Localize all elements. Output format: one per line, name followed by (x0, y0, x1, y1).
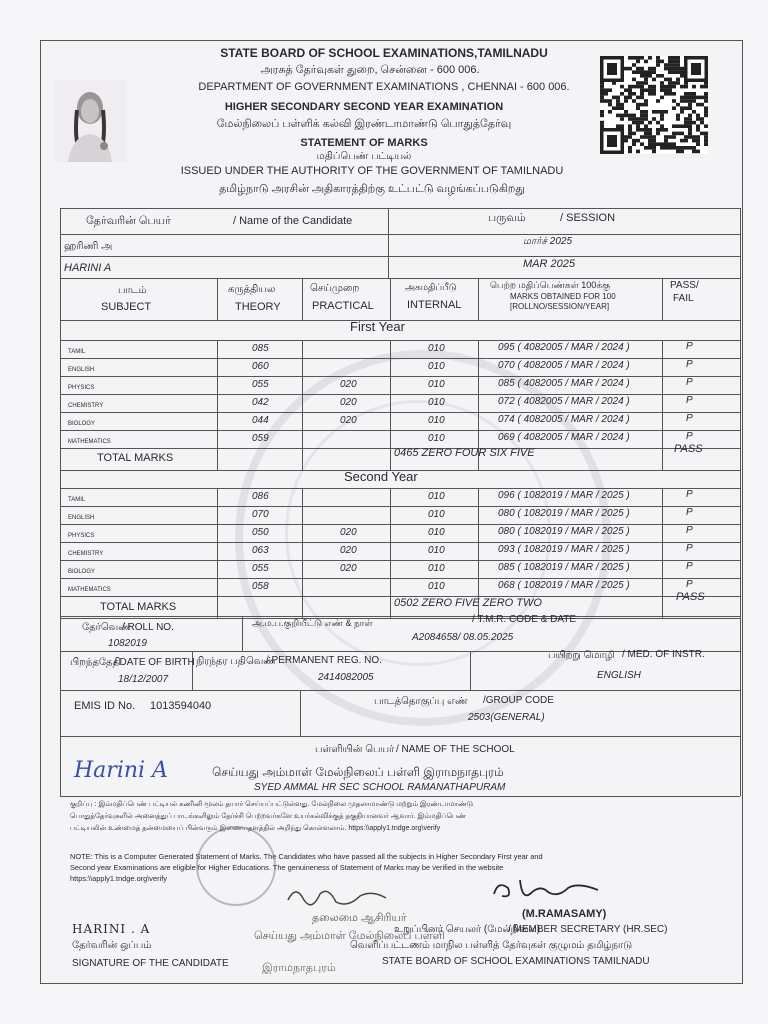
col-marks-en2: [ROLLNO/SESSION/YEAR] (510, 302, 610, 311)
secretary-signature (486, 870, 606, 910)
marks-cell: 085 ( 1082019 / MAR / 2025 ) (498, 562, 630, 573)
col-marks-en1: MARKS OBTAINED FOR 100 (510, 292, 616, 301)
result-cell: P (686, 341, 693, 352)
marks-cell: 069 ( 4082005 / MAR / 2024 ) (498, 432, 630, 443)
school-stamp (196, 826, 276, 906)
practical-cell: 020 (340, 379, 357, 390)
session-en: MAR 2025 (523, 258, 575, 270)
theory-cell: 086 (252, 491, 269, 502)
exam-title-en: HIGHER SECONDARY SECOND YEAR EXAMINATION (224, 101, 504, 113)
note-ta-3: பட்டியலின் உண்மைத் தன்மையைப் பின்வரும் இணையதளத்தில் அறிந்து கொள்ளலாம். https:\\apply1.tndge.org\verify (70, 825, 441, 832)
candidate-signature-inline: Harini A (74, 758, 168, 783)
subject-cell: MATHEMATICS (68, 587, 111, 593)
roll-label-ta: தேர்வெண் (82, 622, 131, 633)
statement-title-ta: மதிப்பெண் பட்டியல் (316, 151, 412, 162)
subject-cell: TAMIL (68, 497, 86, 503)
theory-cell: 050 (252, 527, 269, 538)
col-line (662, 340, 663, 470)
result-cell: P (686, 395, 693, 406)
internal-cell: 010 (428, 509, 445, 520)
emis-label: EMIS ID No. (74, 700, 136, 712)
medium-label-ta: பயிற்று மொழி (548, 650, 615, 661)
perm-label-en: / PERMANENT REG. NO. (266, 655, 382, 666)
col-line (662, 278, 663, 320)
row-line (60, 488, 740, 489)
result-cell: P (686, 543, 693, 554)
col-theory-en: THEORY (235, 301, 281, 313)
row-line (60, 430, 740, 431)
table-right-border (740, 736, 741, 796)
tmr-code: A2084658/ 08.05.2025 (412, 632, 514, 643)
subject-cell: PHYSICS (68, 533, 95, 539)
row-line (60, 256, 740, 257)
internal-cell: 010 (428, 581, 445, 592)
internal-cell: 010 (428, 563, 445, 574)
authority-en: ISSUED UNDER THE AUTHORITY OF THE GOVERNMENT OF TAMILNADU (180, 165, 564, 177)
dept-title-en: DEPARTMENT OF GOVERNMENT EXAMINATIONS , CHENNAI - 600 006. (198, 81, 570, 93)
marks-cell: 070 ( 4082005 / MAR / 2024 ) (498, 360, 630, 371)
result-cell: P (686, 579, 693, 590)
theory-cell: 044 (252, 415, 269, 426)
practical-cell: 020 (340, 563, 357, 574)
row-line (60, 524, 740, 525)
dob: 18/12/2007 (118, 674, 169, 685)
dob-label-en: / DATE OF BIRTH (114, 657, 195, 668)
authority-ta: தமிழ்நாடு அரசின் அதிகாரத்திற்கு உட்பட்டு வழங்கப்படுகிறது (219, 183, 525, 195)
first-year-total-result: PASS (674, 443, 703, 455)
result-cell: P (686, 561, 693, 572)
row-line (60, 394, 740, 395)
school-label-en: / NAME OF THE SCHOOL (396, 744, 515, 755)
col-line (302, 340, 303, 470)
marks-cell: 068 ( 1082019 / MAR / 2025 ) (498, 580, 630, 591)
internal-cell: 010 (428, 343, 445, 354)
col-subject-ta: பாடம் (118, 285, 147, 296)
subject-cell: CHEMISTRY (68, 403, 104, 409)
subject-cell: BIOLOGY (68, 569, 96, 575)
result-cell: P (686, 359, 693, 370)
col-line (390, 488, 391, 618)
group-label-ta: பாடத்தொகுப்பு எண் (374, 696, 468, 707)
col-line (217, 340, 218, 470)
result-cell: P (686, 431, 693, 442)
theory-cell: 042 (252, 397, 269, 408)
internal-cell: 010 (428, 433, 445, 444)
candidate-sign-text: HARINI . A (72, 922, 151, 936)
row-line (60, 616, 740, 617)
col-line (302, 278, 303, 320)
col-line (300, 690, 301, 736)
internal-cell: 010 (428, 415, 445, 426)
practical-cell: 020 (340, 545, 357, 556)
first-year-total: 0465 ZERO FOUR SIX FIVE (394, 447, 535, 459)
note-en-3: https:\\apply1.tndge.org\verify (70, 874, 167, 883)
internal-cell: 010 (428, 491, 445, 502)
subject-cell: MATHEMATICS (68, 439, 111, 445)
col-line (242, 616, 243, 651)
col-marks-ta: பெற்ற மதிப்பெண்கள் 100க்கு (490, 280, 611, 290)
headmaster-school-ta: செய்யது அம்மாள் மேல்நிலைப் பள்ளி (254, 930, 445, 942)
subject-cell: TAMIL (68, 349, 86, 355)
row-line (60, 542, 740, 543)
second-year-total-result: PASS (676, 591, 705, 603)
theory-cell: 070 (252, 509, 269, 520)
practical-cell: 020 (340, 415, 357, 426)
candidate-photo (54, 80, 126, 162)
col-theory-ta: கருத்தியல (228, 284, 276, 295)
practical-cell: 020 (340, 397, 357, 408)
name-label-en: / Name of the Candidate (233, 215, 353, 227)
session-divider (388, 208, 389, 278)
col-result-en2: FAIL (673, 293, 694, 304)
name-label-ta: தேர்வரின் பெயர் (86, 215, 171, 227)
col-internal-ta: அகமதிப்பீடு (405, 282, 457, 292)
row-line (60, 618, 740, 619)
note-ta-2: பொதுத்தேர்வுகளில் அனைத்துப் பாடங்களிலும் தேர்ச்சி பெற்றவர்களே உயர்கல்விக்குத் தகுதியானவர் ஆவார். இம்மதிப்பெண் (70, 813, 467, 820)
marks-cell: 080 ( 1082019 / MAR / 2025 ) (498, 508, 630, 519)
internal-cell: 010 (428, 545, 445, 556)
table-right-border (740, 208, 741, 736)
theory-cell: 055 (252, 379, 269, 390)
second-year-total-label: TOTAL MARKS (100, 601, 177, 613)
subject-cell: CHEMISTRY (68, 551, 104, 557)
subject-cell: ENGLISH (68, 367, 95, 373)
col-line (217, 488, 218, 618)
perm-label-ta: நிரந்தர பதிவெண் (196, 656, 277, 667)
theory-cell: 085 (252, 343, 269, 354)
school-name-en: SYED AMMAL HR SEC SCHOOL RAMANATHAPURAM (254, 782, 506, 793)
theory-cell: 055 (252, 563, 269, 574)
note-ta-1: குறிப்பு : இம்மதிப்பெண் பட்டியல் கணினி மூலம் தயார் செய்யப்பட்டுள்ளது. மேல்நிலை முதலாமாண்டு மற்றும் இரண்டாமாண்டு (70, 801, 474, 808)
candidate-sign-label-en: SIGNATURE OF THE CANDIDATE (72, 958, 229, 969)
headmaster-title-ta: தலைமை ஆசிரியர் (312, 912, 407, 924)
session-ta: மார்ச் 2025 (523, 236, 573, 247)
board-sign-en: STATE BOARD OF SCHOOL EXAMINATIONS TAMILNADU (382, 956, 650, 967)
internal-cell: 010 (428, 527, 445, 538)
col-practical-en: PRACTICAL (312, 300, 374, 312)
first-year-title: First Year (350, 319, 405, 334)
exam-title-ta: மேல்நிலைப் பள்ளிக் கல்வி இரண்டாமாண்டு பொதுத்தேர்வு (216, 118, 512, 130)
row-line (60, 690, 740, 691)
col-line (390, 340, 391, 470)
row-line (60, 340, 740, 341)
tmr-label-ta: அ.ம.ப.குறியீட்டு எண் & நாள் (252, 618, 373, 628)
table-left-border (60, 736, 61, 796)
marks-cell: 096 ( 1082019 / MAR / 2025 ) (498, 490, 630, 501)
tmr-label-en: / T.M.R. CODE & DATE (472, 614, 577, 625)
qr-code (600, 56, 708, 154)
col-line (390, 278, 391, 320)
internal-cell: 010 (428, 361, 445, 372)
theory-cell: 059 (252, 433, 269, 444)
col-result-en1: PASS/ (670, 280, 699, 291)
marks-cell: 085 ( 4082005 / MAR / 2024 ) (498, 378, 630, 389)
table-top-border (60, 208, 740, 209)
col-practical-ta: செய்முறை (310, 283, 360, 294)
group-code: 2503(GENERAL) (468, 712, 545, 723)
second-year-total: 0502 ZERO FIVE ZERO TWO (394, 597, 542, 609)
group-label-en: /GROUP CODE (483, 695, 554, 706)
row-line (60, 578, 740, 579)
row-line (60, 560, 740, 561)
row-line (60, 358, 740, 359)
marks-cell: 074 ( 4082005 / MAR / 2024 ) (498, 414, 630, 425)
marks-cell: 093 ( 1082019 / MAR / 2025 ) (498, 544, 630, 555)
note-en-2: Second year Examinations are eligible for Higher Educations. The genuineness of Statement of Marks may be verified in the website (70, 863, 504, 872)
row-line (60, 796, 740, 797)
candidate-name-en: HARINI A (64, 262, 112, 274)
school-label-ta: பள்ளியின் பெயர் (315, 744, 395, 755)
row-line (60, 234, 740, 235)
row-line (60, 736, 740, 737)
second-year-title: Second Year (344, 469, 418, 484)
subject-cell: BIOLOGY (68, 421, 96, 427)
roll-label-en: / ROLL NO. (122, 622, 174, 633)
candidate-name-ta: ஹரிணி அ (64, 241, 113, 252)
marks-cell: 095 ( 4082005 / MAR / 2024 ) (498, 342, 630, 353)
result-cell: P (686, 377, 693, 388)
first-year-total-label: TOTAL MARKS (97, 452, 174, 464)
row-line (60, 376, 740, 377)
marks-cell: 072 ( 4082005 / MAR / 2024 ) (498, 396, 630, 407)
col-subject-en: SUBJECT (101, 301, 152, 313)
result-cell: P (686, 507, 693, 518)
theory-cell: 063 (252, 545, 269, 556)
internal-cell: 010 (428, 397, 445, 408)
result-cell: P (686, 525, 693, 536)
col-line (470, 651, 471, 690)
qr-code-graphic (600, 56, 708, 154)
session-label-ta: பருவம் (488, 212, 526, 224)
candidate-sign-label-ta: தேர்வரின் ஒப்பம் (72, 940, 152, 951)
dept-title-ta: அரசுத் தேர்வுகள் துறை, சென்னை - 600 006. (260, 64, 480, 76)
row-line (60, 278, 740, 279)
emis-id: 1013594040 (150, 700, 212, 712)
col-internal-en: INTERNAL (407, 299, 462, 311)
theory-cell: 060 (252, 361, 269, 372)
board-sign-ta: வெளிப்பட்டணம் மாநில பள்ளித் தேர்வுகள் குழுமம் தமிழ்நாடு (350, 940, 633, 951)
candidate-photo-graphic (54, 80, 126, 162)
board-title: STATE BOARD OF SCHOOL EXAMINATIONS,TAMILNADU (220, 46, 548, 60)
marks-cell: 080 ( 1082019 / MAR / 2025 ) (498, 526, 630, 537)
col-line (662, 488, 663, 618)
perm-reg-no: 2414082005 (318, 672, 374, 683)
note-en-1: NOTE: This is a Computer Generated Statement of Marks. The Candidates who have passed all the subjects in Higher Secondary First year and (70, 852, 543, 861)
row-line (60, 412, 740, 413)
session-label-en: / SESSION (560, 212, 616, 224)
col-line (217, 278, 218, 320)
headmaster-place-ta: இராமநாதபுரம் (262, 962, 336, 974)
row-line (60, 506, 740, 507)
theory-cell: 058 (252, 581, 269, 592)
result-cell: P (686, 489, 693, 500)
internal-cell: 010 (428, 379, 445, 390)
headmaster-signature (282, 882, 392, 914)
secretary-title-ta: உறுப்பினர் செயலர் (மேல்நிலை) (394, 924, 541, 935)
secretary-name: (M.RAMASAMY) (522, 908, 607, 920)
roll-no: 1082019 (108, 638, 147, 649)
dob-label-ta: பிறந்ததேதி (70, 657, 121, 668)
statement-title-en: STATEMENT OF MARKS (300, 137, 428, 149)
school-name-ta: செய்யது அம்மாள் மேல்நிலைப் பள்ளி இராமநாதபுரம் (212, 765, 504, 779)
medium-label-en: / MED. OF INSTR. (622, 649, 705, 660)
medium: ENGLISH (597, 670, 641, 681)
subject-cell: ENGLISH (68, 515, 95, 521)
table-left-border (60, 208, 61, 736)
practical-cell: 020 (340, 527, 357, 538)
col-line (302, 488, 303, 618)
col-line (478, 278, 479, 320)
secretary-title-en: / MEMBER SECRETARY (HR.SEC) (508, 924, 668, 935)
subject-cell: PHYSICS (68, 385, 95, 391)
result-cell: P (686, 413, 693, 424)
